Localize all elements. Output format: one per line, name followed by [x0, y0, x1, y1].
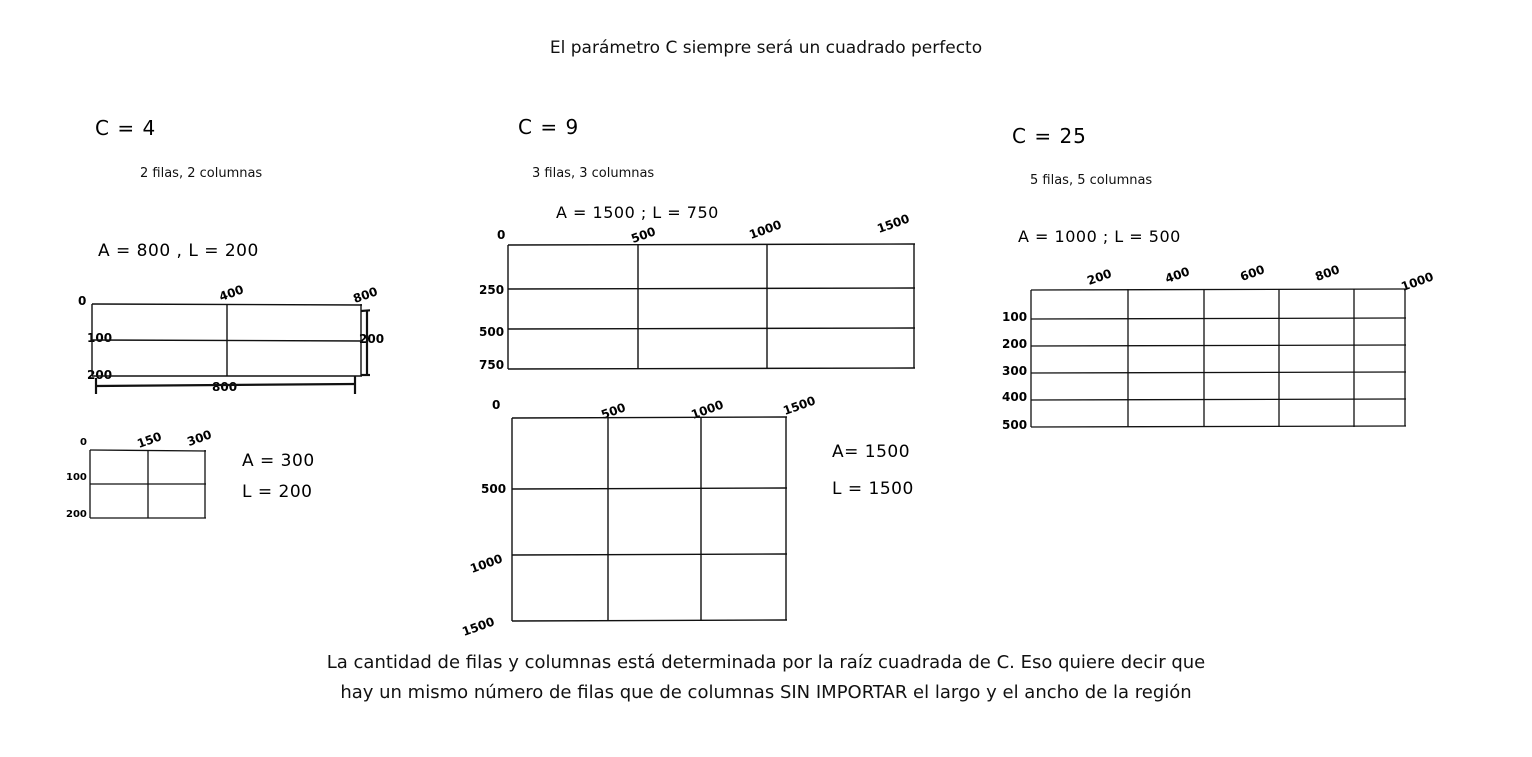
tick4-top-3: 800 — [1313, 262, 1342, 284]
tick3-top-0: 0 — [492, 398, 501, 412]
tick4-left-4: 500 — [1002, 418, 1028, 432]
tick3-top-1: 500 — [599, 400, 628, 422]
tick-top-0: 0 — [78, 294, 87, 308]
page-title: El parámetro C siempre será un cuadrado perfecto — [549, 38, 983, 58]
tick-top-2: 800 — [351, 284, 380, 306]
grid-c9-a1500-l750 — [505, 242, 925, 382]
tick4-top-1: 400 — [1163, 264, 1192, 286]
tick2-left-1: 250 — [479, 283, 505, 297]
tick2-left-2: 500 — [479, 325, 505, 339]
example-3-c-label: C = 25 — [1012, 124, 1087, 148]
tick4-left-0: 100 — [1002, 310, 1028, 324]
tick2-top-1: 500 — [629, 224, 658, 246]
tick3-top-3: 1500 — [781, 393, 818, 418]
footer-line-2: hay un mismo número de filas que de columnas SIN IMPORTAR el largo y el ancho de la región — [340, 682, 1192, 703]
tick3-left-2: 1000 — [468, 551, 505, 576]
tick-left-2-b: 200 — [66, 509, 87, 520]
tick4-left-3: 400 — [1002, 390, 1028, 404]
tick-top-0-b: 0 — [80, 437, 87, 448]
example-2-grid-1-dimensions: A = 1500 ; L = 750 — [556, 203, 719, 222]
tick2-left-3: 750 — [479, 358, 505, 372]
example-2-c-label: C = 9 — [518, 115, 580, 139]
tick4-top-2: 600 — [1238, 262, 1267, 284]
height-measure-label: 200 — [359, 332, 385, 346]
footer-text — [0, 648, 1532, 708]
example-1-c-label: C = 4 — [95, 116, 157, 140]
example-2-subtitle: 3 filas, 3 columnas — [532, 166, 655, 181]
tick4-top-0: 200 — [1085, 266, 1114, 288]
tick-top-1-b: 150 — [135, 429, 164, 451]
example-1-grid-1-dimensions: A = 800 , L = 200 — [98, 241, 259, 261]
tick3-top-2: 1000 — [689, 397, 726, 422]
example-1-subtitle: 2 filas, 2 columnas — [140, 166, 263, 181]
grid-c4-a800-l200 — [90, 302, 370, 462]
tick-left-1: 100 — [87, 331, 113, 345]
footer-line-1: La cantidad de filas y columnas está determinada por la raíz cuadrada de C. Eso quiere decir que — [326, 652, 1206, 673]
tick3-left-1: 500 — [481, 482, 507, 496]
tick4-left-2: 300 — [1002, 364, 1028, 378]
grid-c9-a1500-l1500 — [509, 415, 799, 630]
tick2-top-3: 1500 — [875, 211, 912, 236]
grid-c25-a1000-l500 — [1028, 287, 1418, 447]
width-measure-label: 800 — [212, 380, 238, 394]
example-1-grid-2-l: L = 200 — [242, 482, 313, 502]
tick-top-2-b: 300 — [185, 427, 214, 449]
tick2-top-2: 1000 — [747, 217, 784, 242]
grid-c4-a300-l200 — [88, 448, 218, 538]
tick4-left-1: 200 — [1002, 337, 1028, 351]
example-1-grid-2-a: A = 300 — [242, 451, 315, 471]
tick-top-1: 400 — [217, 282, 246, 304]
tick2-top-0: 0 — [497, 228, 506, 242]
example-3-subtitle: 5 filas, 5 columnas — [1030, 173, 1153, 188]
tick-left-1-b: 100 — [66, 472, 87, 483]
tick3-left-3: 1500 — [460, 614, 497, 639]
example-2-grid-2-l: L = 1500 — [832, 479, 914, 499]
example-3-grid-dimensions: A = 1000 ; L = 500 — [1018, 227, 1181, 246]
tick-left-2: 200 — [87, 368, 113, 382]
tick4-top-4: 1000 — [1399, 269, 1436, 294]
example-2-grid-2-a: A= 1500 — [832, 442, 911, 462]
